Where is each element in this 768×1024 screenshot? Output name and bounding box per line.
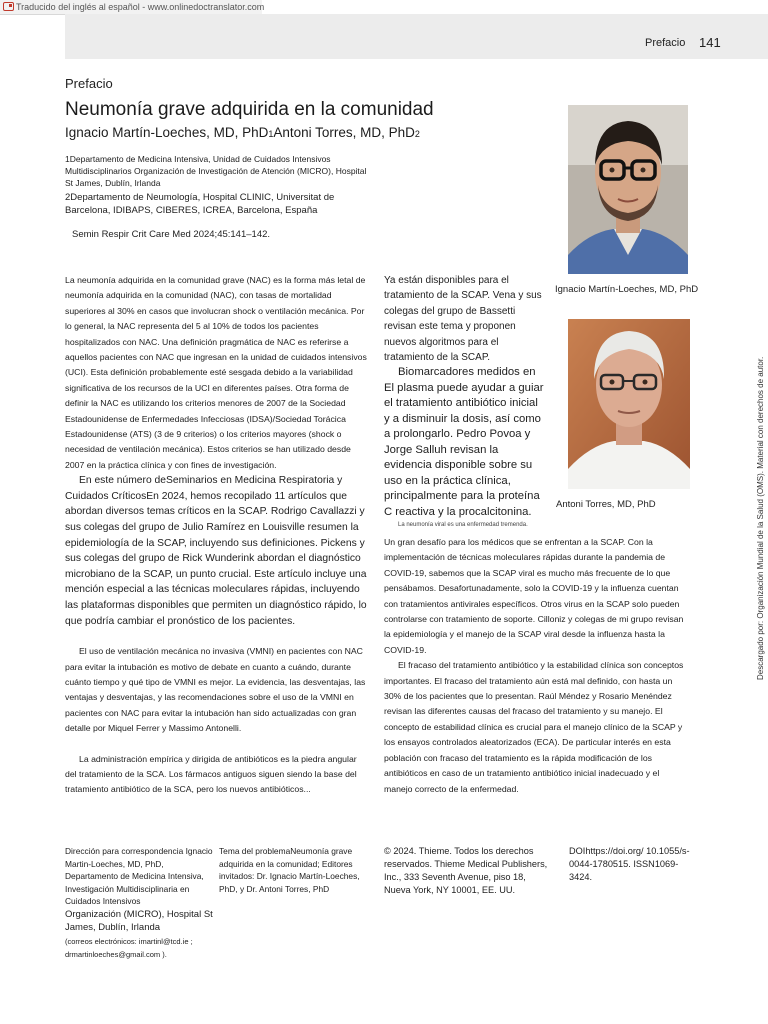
footer-correspondence: Dirección para correspondencia Ignacio Martin-Loeches, MD, PhD, Departamento de Medicina Intensiva, Investigación Multidisciplinaria en Cuidados Intensivos (65, 846, 213, 906)
photo-caption: Ignacio Martín-Loeches, MD, PhD (555, 284, 699, 295)
paragraph: Un gran desafío para los médicos que se enfrentan a la SCAP. Con la implementación de técnicas moleculares rápidas durante la pandemia de COVID-19, sabemos que la SCAP viral es mucho más frecuente de lo que pensábamos. Desafortunadamente, solo la COVID-19 y la influenza cuentan con tratamientos antivirales específicos. Otros virus en la SCAP solo pueden controlarse con tratamiento de soporte. Cilloniz y colegas de mi grupo revisan la epidemiología y el manejo de la SCAP viral desde la influenza hasta la COVID-19. (384, 537, 684, 655)
affiliation-number: 1 (65, 154, 70, 164)
journal-citation: Semin Respir Crit Care Med 2024;45:141–142. (72, 229, 271, 240)
footer-organization: Organización (MICRO), Hospital St James, Dublín, Irlanda (65, 909, 213, 933)
author-name: Ignacio Martín-Loeches, MD, PhD (65, 125, 269, 140)
page-number: 141 (699, 35, 721, 50)
body-column-right-narrow (384, 273, 546, 520)
author-affil-mark: 1 (268, 129, 274, 139)
article-title: Neumonía grave adquirida en la comunidad (65, 99, 434, 120)
affiliation-text: Departamento de Neumología, Hospital CLINIC, Universitat de Barcelona, IDIBAPS, CIBERES, ICREA, Barcelona, España (65, 192, 335, 216)
affiliation-number: 2 (65, 192, 71, 203)
paragraph: En este número deSeminarios en Medicina Respiratoria y Cuidados CríticosEn 2024, hemos recopilado 11 artículos que abordan diversos temas críticos en la SCAP. Rodrigo Cavallazzi y sus colegas del grupo de Julio Ramírez en Louisville resumen la epidemiología de la SCAP, incluyendo sus definiciones. Pickens y sus colegas del grupo de Rick Wunderink abordan el diagnóstico microbiano de la SCAP, un punto crucial. Este artículo incluye una mención especial a las técnicas moleculares rápidas, incluyendo las plataformas disponibles que permiten un diagnóstico rápido, lo que podría cambiar el pronóstico de los pacientes. (65, 475, 367, 627)
footer-copyright: © 2024. Thieme. Todos los derechos reservados. Thieme Medical Publishers, Inc., 333 Seventh Avenue, piso 18, Nueva York, NY 10001, EE. UU. (384, 846, 548, 895)
affiliation-1 (65, 153, 375, 189)
translate-icon (3, 2, 14, 11)
paragraph: Ya están disponibles para el tratamiento de la SCAP. Vena y sus colegas del grupo de Bassetti revisan este tema y proponen nuevos algoritmos para el tratamiento de la SCAP. (384, 275, 542, 364)
footer-emails[interactable]: (correos electrónicos: imartinl@tcd.ie ; drmartinloeches@gmail.com ). (65, 937, 193, 959)
author-photo-torres (568, 319, 690, 489)
footer-topic: Tema del problemaNeumonía grave adquirida en la comunidad; Editores invitados: Dr. Ignacio Martín-Loeches, PhD, y Dr. Antoni Torres, PhD (219, 846, 360, 894)
photo-caption: Antoni Torres, MD, PhD (556, 499, 656, 510)
translation-banner[interactable] (0, 0, 265, 15)
paragraph: El fracaso del tratamiento antibiótico y la estabilidad clínica son conceptos importantes. El fracaso del tratamiento aún está mal definido, con hasta un 30% de los pacientes que lo presentan. Raúl Méndez y Rosario Menéndez revisan las diferentes causas del fracaso del tratamiento y su manejo. El concepto de estabilidad clínica es crucial para el manejo clínico de la SCAP y los ensayos controlados aleatorizados (ECA). De particular interés en esta población con fracaso del tratamiento es la rápida modificación de los antibióticos en caso de un tratamiento antibiótico inicial inadecuado y el manejo correcto de la enfermedad. (384, 660, 684, 794)
small-note: La neumonía viral es una enfermedad tremenda. (398, 522, 528, 528)
paragraph: La neumonía adquirida en la comunidad grave (NAC) es la forma más letal de neumonía adquirida en la comunidad (NAC), con tasas de mortalidad superiores al 30% en casos que involucran shock o ventilación mecánica. Por lo general, la NAC representa del 5 al 10% de todos los pacientes hospitalizados con NAC. Una definición pragmática de NAC es referirse a aquellos pacientes con NAC que ingresan en la unidad de cuidados intensivos (UCI). Esta definición probablemente esté sesgada debido a la variabilidad significativa de los recursos de la UCI en diferentes países. Otra forma de definir la NAC es utilizando los criterios menores de 2007 de la Sociedad Estadounidense de Enfermedades Infecciosas (IDSA)/Sociedad Torácica Estadounidense (ATS) (3 de 9 criterios) o los criterios mayores (shock o necesidad de ventilación mecánica). Estos criterios se han utilizado desde 2007 en la práctica clínica y con fines de investigación. (65, 275, 367, 470)
section-label: Prefacio (65, 76, 113, 91)
paragraph: La administración empírica y dirigida de antibióticos es la piedra angular del tratamiento de la SCA. Los fármacos antiguos siguen siendo la base del tratamiento antibiótico de la SCA, pero los nuevos antibióticos... (65, 753, 357, 795)
translation-banner-text: Traducido del inglés al español - www.onlinedoctranslator.com (16, 2, 265, 12)
running-title: Prefacio (645, 37, 686, 49)
paragraph: Biomarcadores medidos en El plasma puede ayudar a guiar el tratamiento antibiótico inicial y a disminuir la dosis, así como a prolongarlo. Pedro Povoa y Jorge Salluh revisan la evidencia disponible sobre su uso en la práctica clínica, principalmente para la proteína C reactiva y la procalcitonina. (384, 366, 544, 518)
body-column-right (384, 535, 686, 797)
affiliation-2 (65, 191, 375, 217)
author-name: Antoni Torres, MD, PhD (273, 125, 415, 140)
paragraph: El uso de ventilación mecánica no invasiva (VMNI) en pacientes con NAC para evitar la intubación es motivo de debate en cuanto a cuándo, durante cuánto tiempo y qué tipo de VMNI es mejor. La evidencia, las desventajas, las ventajas y desventajas, y las recomendaciones sobre el uso de la VMNI en pacientes con NAC para evitar la intubación han sido actualizadas con gran detalle por Miquel Ferrer y Massimo Antonelli. (65, 646, 366, 734)
author-affil-mark: 2 (414, 129, 420, 139)
footer-doi[interactable]: DOIhttps://doi.org/ 10.1055/s-0044-1780515. ISSN1069-3424. (569, 846, 690, 882)
download-watermark: Descargado por: Organización Mundial de la Salud (OMS). Material con derechos de autor. (756, 356, 765, 680)
author-line (65, 125, 420, 140)
affiliation-text: Departamento de Medicina Intensiva, Unidad de Cuidados Intensivos Multidisciplinarios Organización de Investigación de Atención (MICRO), Hospital St James, Dublín, Irlanda (65, 154, 367, 188)
author-photo-martin-loeches (568, 105, 688, 274)
body-column-left (65, 273, 367, 798)
